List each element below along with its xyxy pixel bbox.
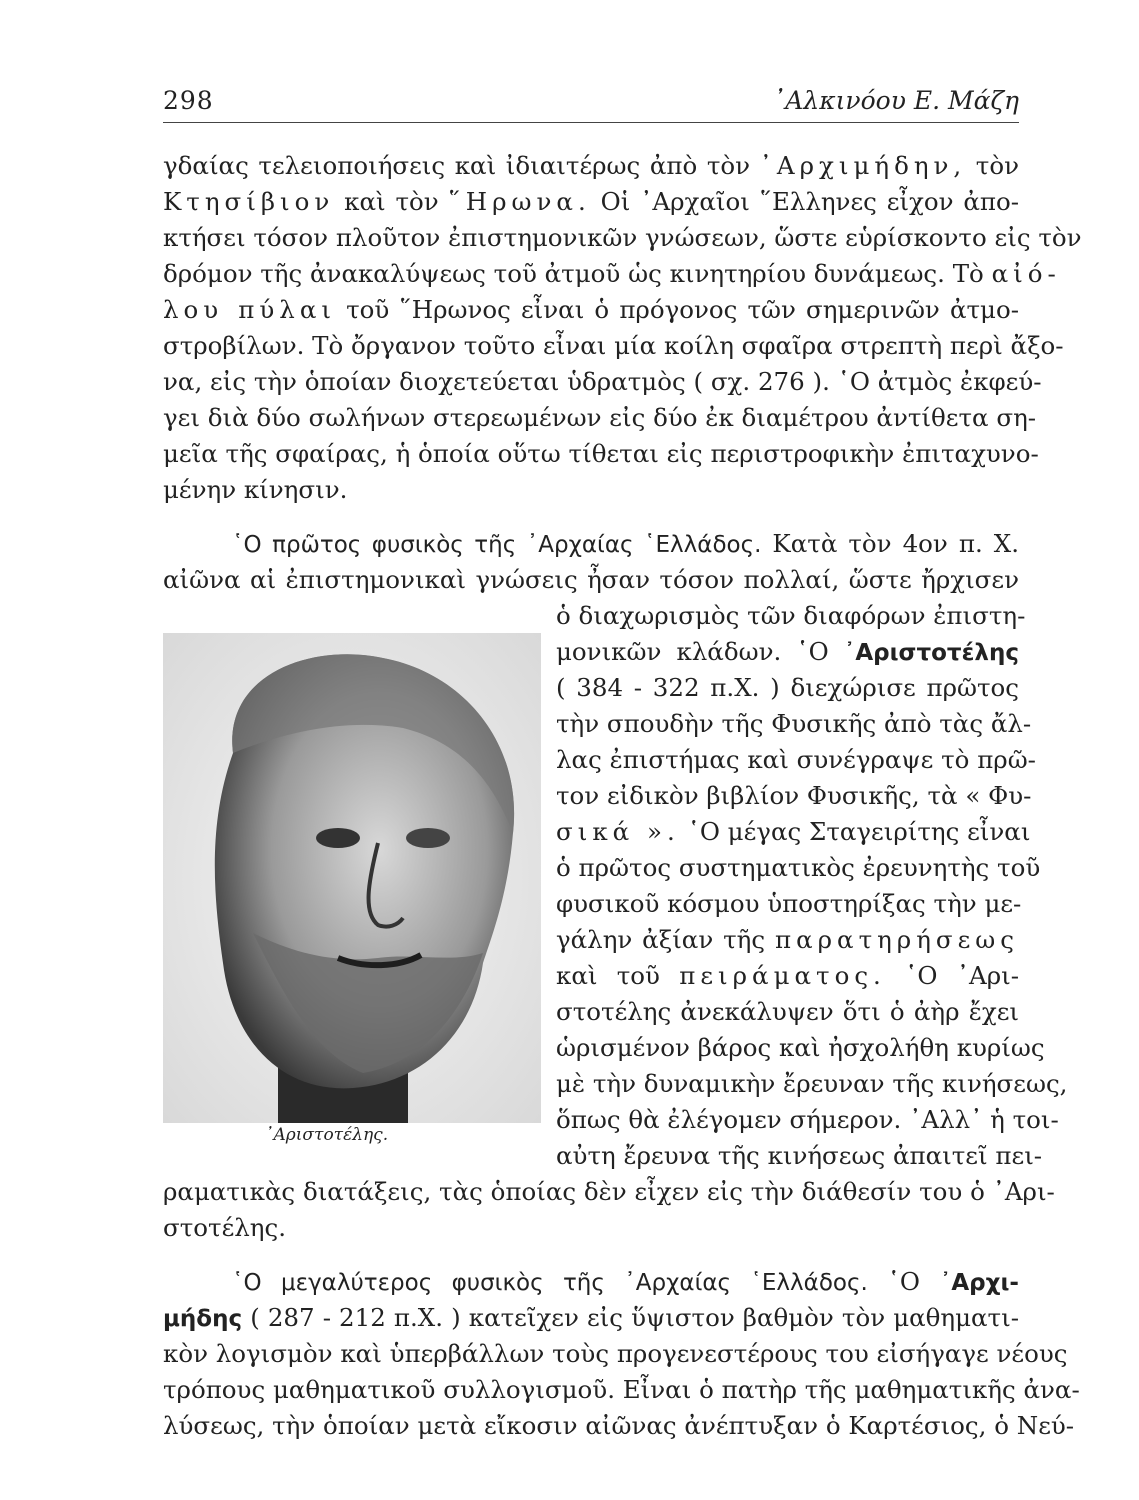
text-line: λύσεως, τὴν ὁποίαν μετὰ εἴκοσιν αἰῶνας ἀνέπτυξαν ὁ Καρτέσιος, ὁ Νεύ-: [163, 1411, 1075, 1440]
section-heading: ῾Ο πρῶτος φυσικὸς τῆς ᾿Αρχαίας ῾Ελλάδος.: [232, 532, 762, 558]
text-line: στροβίλων. Τὸ ὄργανον τοῦτο εἶναι μία κοίλη σφαῖρα στρεπτὴ περὶ ἄξο-: [163, 331, 1064, 360]
text-line: καὶ τοῦ πειράματος. ῾Ο ᾿Αρι-: [556, 961, 1019, 990]
running-head: ᾿Αλκινόου Ε. Μάζη: [772, 86, 1019, 115]
text-line: ( 384 - 322 π.Χ. ) διεχώρισε πρῶτος: [556, 673, 1019, 702]
text-line: γάλην ἀξίαν τῆς παρατηρήσεως: [556, 925, 1019, 954]
text-line: γδαίας τελειοποιήσεις καὶ ἰδιαιτέρως ἀπὸ τὸν ᾿Αρχιμήδην, τὸν: [163, 151, 1019, 180]
text-line: αἰῶνα αἱ ἐπιστημονικαὶ γνώσεις ἦσαν τόσον πολλαί, ὥστε ἤρχισεν: [163, 565, 1019, 594]
text-line: στοτέλης ἀνεκάλυψεν ὅτι ὁ ἀὴρ ἔχει: [556, 997, 1019, 1026]
text-line: μένην κίνησιν.: [163, 475, 348, 504]
text-line: κτήσει τόσον πλοῦτον ἐπιστημονικῶν γνώσεων, ὥστε εὑρίσκοντο εἰς τὸν: [163, 223, 1082, 252]
text-line: ῾Ο μεγαλύτερος φυσικὸς τῆς ᾿Αρχαίας ῾Ελλάδος. ῾Ο ᾿Αρχι-: [232, 1267, 1019, 1296]
text-line: φυσικοῦ κόσμου ὑποστηρίξας τὴν με-: [556, 889, 1022, 918]
text-line: λου πύλαι τοῦ ῞Ηρωνος εἶναι ὁ πρόγονος τῶν σημερινῶν ἀτμο-: [163, 295, 1019, 324]
text-line: τρόπους μαθηματικοῦ συλλογισμοῦ. Εἶναι ὁ πατὴρ τῆς μαθηματικῆς ἀνα-: [163, 1375, 1080, 1404]
text-line: ὁ πρῶτος συστηματικὸς ἐρευνητὴς τοῦ: [556, 853, 1041, 882]
text-line: μεῖα τῆς σφαίρας, ἡ ὁποία οὕτω τίθεται εἰς περιστροφικὴν ἐπιταχυνο-: [163, 439, 1039, 468]
page-number: 298: [163, 86, 214, 115]
text-line: δρόμον τῆς ἀνακαλύψεως τοῦ ἀτμοῦ ὡς κινητηρίου δυνάμεως. Τὸ αἰό-: [163, 259, 1061, 288]
text-line: στοτέλης.: [163, 1213, 286, 1242]
section-heading: ῾Ο μεγαλύτερος φυσικὸς τῆς ᾿Αρχαίας ῾Ελλάδος.: [232, 1270, 868, 1296]
text-line: γει διὰ δύο σωλήνων στερεωμένων εἰς δύο ἐκ διαμέτρου ἀντίθετα ση-: [163, 403, 1037, 432]
bust-illustration: [163, 633, 541, 1123]
text-line: αὐτη ἔρευνα τῆς κινήσεως ἀπαιτεῖ πει-: [556, 1141, 1043, 1170]
text-line: ὁ διαχωρισμὸς τῶν διαφόρων ἐπιστη-: [556, 601, 1026, 630]
text-line: λας ἐπιστήμας καὶ συνέγραψε τὸ πρῶ-: [556, 745, 1036, 774]
figure-caption: ᾿Αριστοτέλης.: [265, 1125, 389, 1145]
text-line: Κτησίβιον καὶ τὸν ῞Ηρωνα. Οἱ ᾿Αρχαῖοι ῞Ελληνες εἶχον ἀπο-: [163, 187, 1020, 216]
text-line: ὅπως θὰ ἐλέγομεν σήμερον. ᾿Αλλ᾿ ἡ τοι-: [556, 1105, 1059, 1134]
left-eye: [316, 828, 360, 848]
text-line: ῾Ο πρῶτος φυσικὸς τῆς ᾿Αρχαίας ῾Ελλάδος. Κατὰ τὸν 4ον π. Χ.: [232, 529, 1019, 558]
text-line: μονικῶν κλάδων. ῾Ο ᾿Αριστοτέλης: [556, 637, 1019, 666]
right-eye: [406, 828, 450, 848]
aristotle-bust-photo: [163, 633, 541, 1123]
text-line: μήδης ( 287 - 212 π.Χ. ) κατεῖχεν εἰς ὕψιστον βαθμὸν τὸν μαθηματι-: [163, 1303, 1019, 1332]
text-line: να, εἰς τὴν ὁποίαν διοχετεύεται ὑδρατμὸς ( σχ. 276 ). ῾Ο ἀτμὸς ἐκφεύ-: [163, 367, 1042, 396]
text-line: τὴν σπουδὴν τῆς Φυσικῆς ἀπὸ τὰς ἄλ-: [556, 709, 1032, 738]
header-rule: [163, 122, 1019, 123]
page-header: [163, 78, 1019, 118]
text-line: κὸν λογισμὸν καὶ ὑπερβάλλων τοὺς προγενεστέρους του εἰσήγαγε νέους: [163, 1339, 1068, 1368]
text-line: ραματικὰς διατάξεις, τὰς ὁποίας δὲν εἶχεν εἰς τὴν διάθεσίν του ὁ ᾿Αρι-: [163, 1177, 1055, 1206]
text-line: ὡρισμένον βάρος καὶ ἠσχολήθη κυρίως: [556, 1033, 1045, 1062]
text-line: τον εἰδικὸν βιβλίον Φυσικῆς, τὰ « Φυ-: [556, 781, 1032, 810]
text-line: μὲ τὴν δυναμικὴν ἔρευναν τῆς κινήσεως,: [556, 1069, 1068, 1098]
text-line: σικά ». ῾Ο μέγας Σταγειρίτης εἶναι: [556, 817, 1031, 846]
